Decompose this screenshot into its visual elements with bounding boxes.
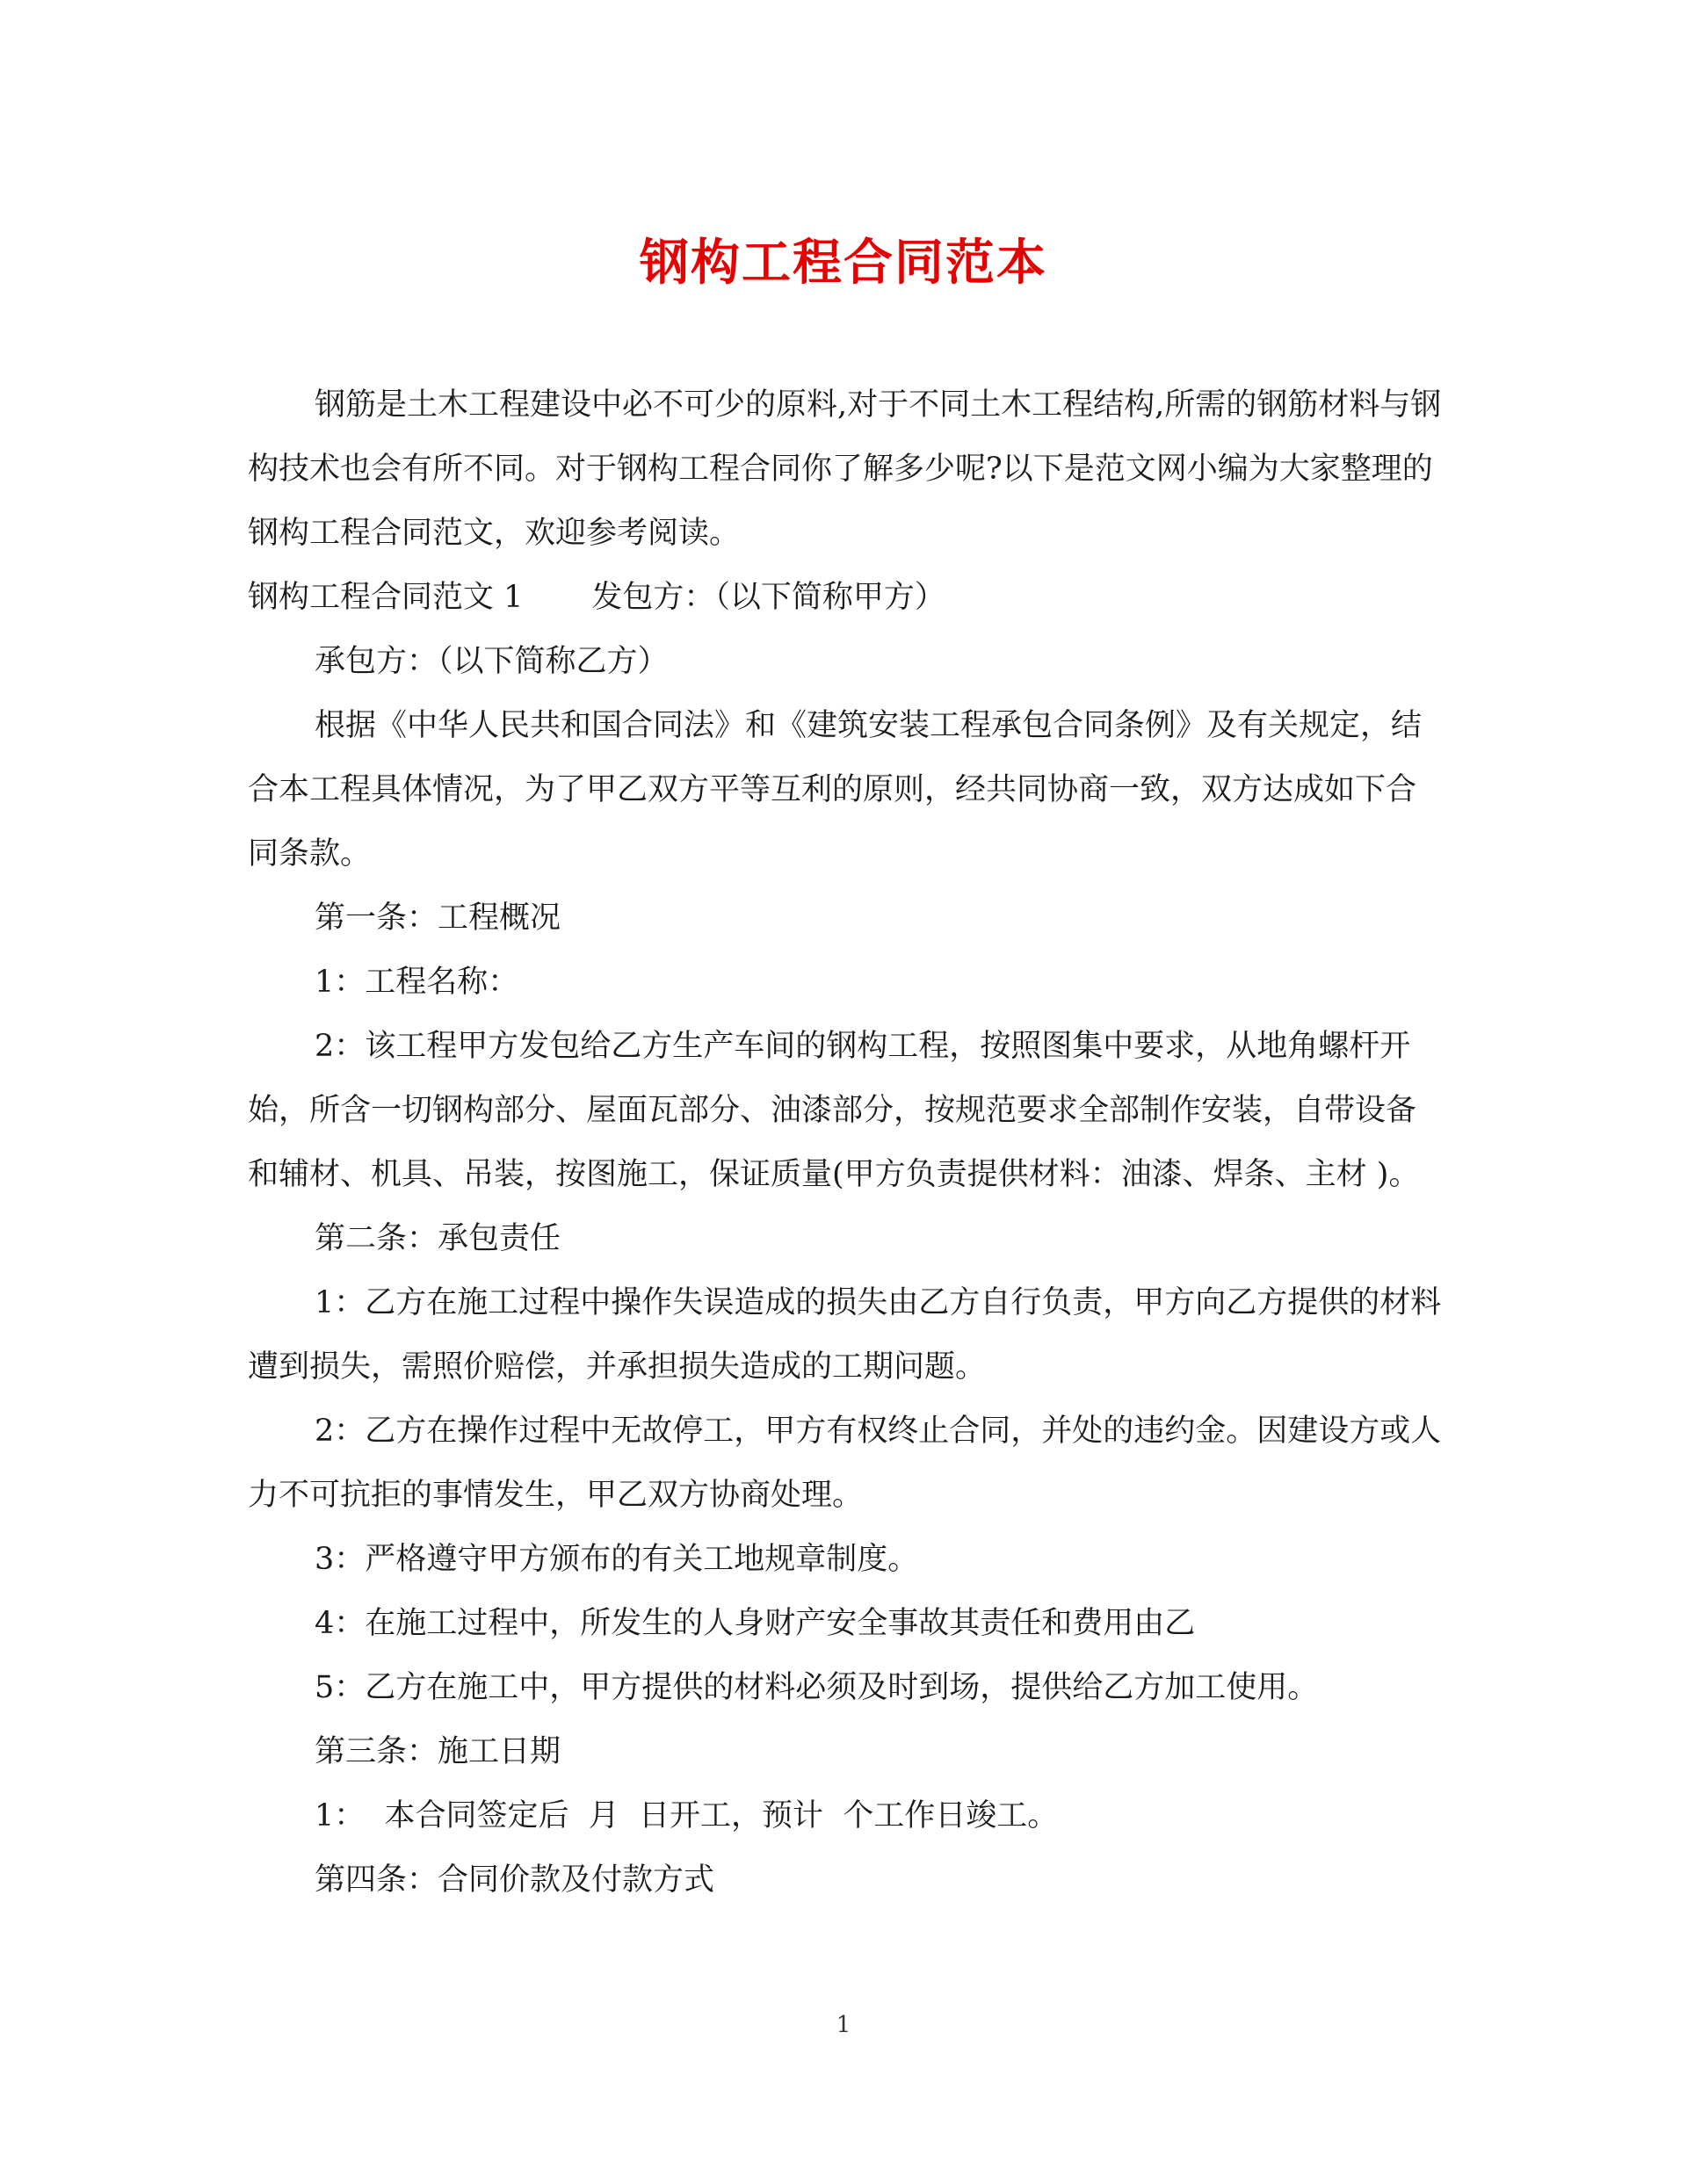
article-1-item-2: 2：该工程甲方发包给乙方生产车间的钢构工程，按照图集中要求，从地角螺杆开始，所含一切钢构部分、屋面瓦部分、油漆部分，按规范要求全部制作安装，自带设备和辅材、机具、吊装，按图施工，保证质量(甲方负责提供材料：油漆、焊条、主材 )。: [248, 1029, 1420, 1192]
party-b-line: 承包方：（以下简称乙方）: [315, 644, 669, 679]
document-title: 钢构工程合同范本: [640, 234, 1047, 292]
article-2-item-4: 4：在施工过程中，所发生的人身财产安全事故其责任和费用由乙: [315, 1606, 1196, 1641]
sample-heading-line: [248, 566, 1443, 630]
article-2-item-1: 1：乙方在施工过程中操作失误造成的损失由乙方自行负责，甲方向乙方提供的材料遭到损失，需照价赔偿，并承担损失造成的工期问题。: [248, 1285, 1442, 1385]
intro-paragraph: 钢筋是土木工程建设中必不可少的原料,对于不同土木工程结构,所需的钢筋材料与钢构技术也会有所不同。对于钢构工程合同你了解多少呢?以下是范文网小编为大家整理的钢构工程合同范文，欢迎参考阅读。: [248, 387, 1442, 551]
article-3-title: 第三条：施工日期: [315, 1734, 561, 1769]
sample-heading: 钢构工程合同范文 1: [248, 580, 524, 615]
basis-paragraph: 根据《中华人民共和国合同法》和《建筑安装工程承包合同条例》及有关规定，结合本工程具体情况，为了甲乙双方平等互利的原则，经共同协商一致，双方达成如下合同条款。: [248, 708, 1423, 871]
page-number: 1: [836, 2012, 851, 2038]
article-4-title: 第四条：合同价款及付款方式: [315, 1862, 715, 1898]
article-1-item-1: 1：工程名称：: [315, 965, 519, 1000]
article-2-item-2: 2：乙方在操作过程中无故停工，甲方有权终止合同，并处的违约金。因建设方或人力不可抗拒的事情发生，甲乙双方协商处理。: [248, 1414, 1442, 1513]
article-3-item-1: 1： 本合同签定后 月 日开工，预计 个工作日竣工。: [315, 1798, 1059, 1833]
article-2-item-3: 3：严格遵守甲方颁布的有关工地规章制度。: [315, 1542, 919, 1577]
article-2-item-5: 5：乙方在施工中，甲方提供的材料必须及时到场，提供给乙方加工使用。: [315, 1670, 1319, 1705]
document-body: [248, 373, 1443, 1913]
article-1-title: 第一条：工程概况: [315, 900, 561, 936]
party-a-line: 发包方：（以下简称甲方）: [591, 580, 945, 615]
article-2-title: 第二条：承包责任: [315, 1221, 561, 1256]
